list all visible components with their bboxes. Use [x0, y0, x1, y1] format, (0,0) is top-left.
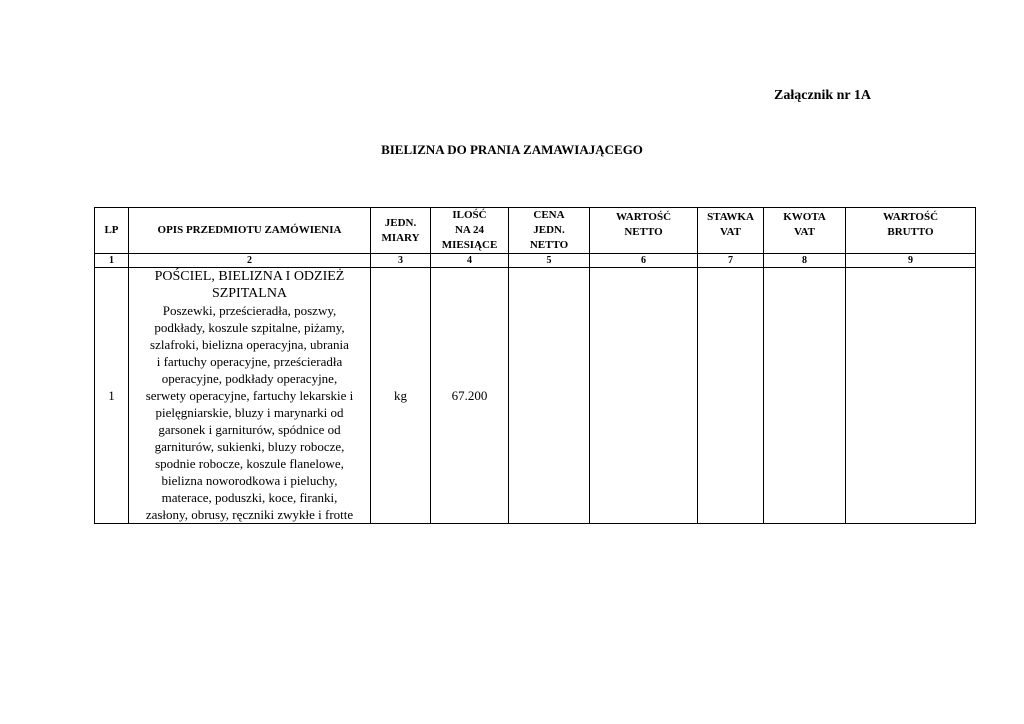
description-line: garsonek i garniturów, spódnice od [158, 422, 341, 437]
column-number: 1 [95, 254, 129, 268]
row-unit: kg [371, 268, 431, 524]
header-vat-rate: STAWKA VAT [698, 208, 764, 254]
row-vat-amount[interactable] [764, 268, 846, 524]
description-line: operacyjne, podkłady operacyjne, [161, 371, 338, 386]
header-description: OPIS PRZEDMIOTU ZAMÓWIENIA [129, 208, 371, 254]
header-net-value: WARTOŚĆ NETTO [590, 208, 698, 254]
description-line: szlafroki, bielizna operacyjna, ubrania [150, 337, 349, 352]
document-title: BIELIZNA DO PRANIA ZAMAWIAJĄCEGO [381, 142, 643, 157]
column-number: 2 [129, 254, 371, 268]
description-line: zasłony, obrusy, ręczniki zwykłe i frotte [145, 507, 354, 522]
column-number: 8 [764, 254, 846, 268]
column-number: 5 [509, 254, 590, 268]
row-vat-rate[interactable] [698, 268, 764, 524]
table-header-row [95, 208, 976, 254]
description-line: garniturów, sukienki, bluzy robocze, [154, 439, 345, 454]
description-line: serwety operacyjne, fartuchy lekarskie i [145, 388, 354, 403]
row-gross-value[interactable] [846, 268, 976, 524]
description-heading: SZPITALNA [211, 286, 288, 301]
row-unit-price[interactable] [509, 268, 590, 524]
header-unit-price: CENA JEDN. NETTO [509, 208, 590, 254]
order-table [94, 207, 976, 524]
header-quantity: ILOŚĆ NA 24 MIESIĄCE [431, 208, 509, 254]
row-net-value[interactable] [590, 268, 698, 524]
description-line: Poszewki, prześcieradła, poszwy, [162, 303, 337, 318]
column-number: 4 [431, 254, 509, 268]
header-lp: LP [95, 208, 129, 254]
column-number: 3 [371, 254, 431, 268]
description-line: spodnie robocze, koszule flanelowe, [155, 456, 344, 471]
column-number: 9 [846, 254, 976, 268]
row-description [129, 268, 371, 524]
description-heading: POŚCIEL, BIELIZNA I ODZIEŻ [154, 269, 345, 284]
row-quantity: 67.200 [431, 268, 509, 524]
description-line: materace, poduszki, koce, firanki, [161, 490, 338, 505]
row-lp: 1 [95, 268, 129, 524]
header-unit: JEDN. MIARY [371, 208, 431, 254]
column-number-row [95, 254, 976, 268]
description-line: i fartuchy operacyjne, prześcieradła [156, 354, 343, 369]
column-number: 7 [698, 254, 764, 268]
header-gross-value: WARTOŚĆ BRUTTO [846, 208, 976, 254]
description-line: pielęgniarskie, bluzy i marynarki od [155, 405, 344, 420]
table-row [95, 268, 976, 524]
description-line: bielizna noworodkowa i pieluchy, [161, 473, 338, 488]
description-line: podkłady, koszule szpitalne, piżamy, [154, 320, 345, 335]
header-vat-amount: KWOTA VAT [764, 208, 846, 254]
column-number: 6 [590, 254, 698, 268]
annex-label: Załącznik nr 1A [774, 88, 871, 103]
